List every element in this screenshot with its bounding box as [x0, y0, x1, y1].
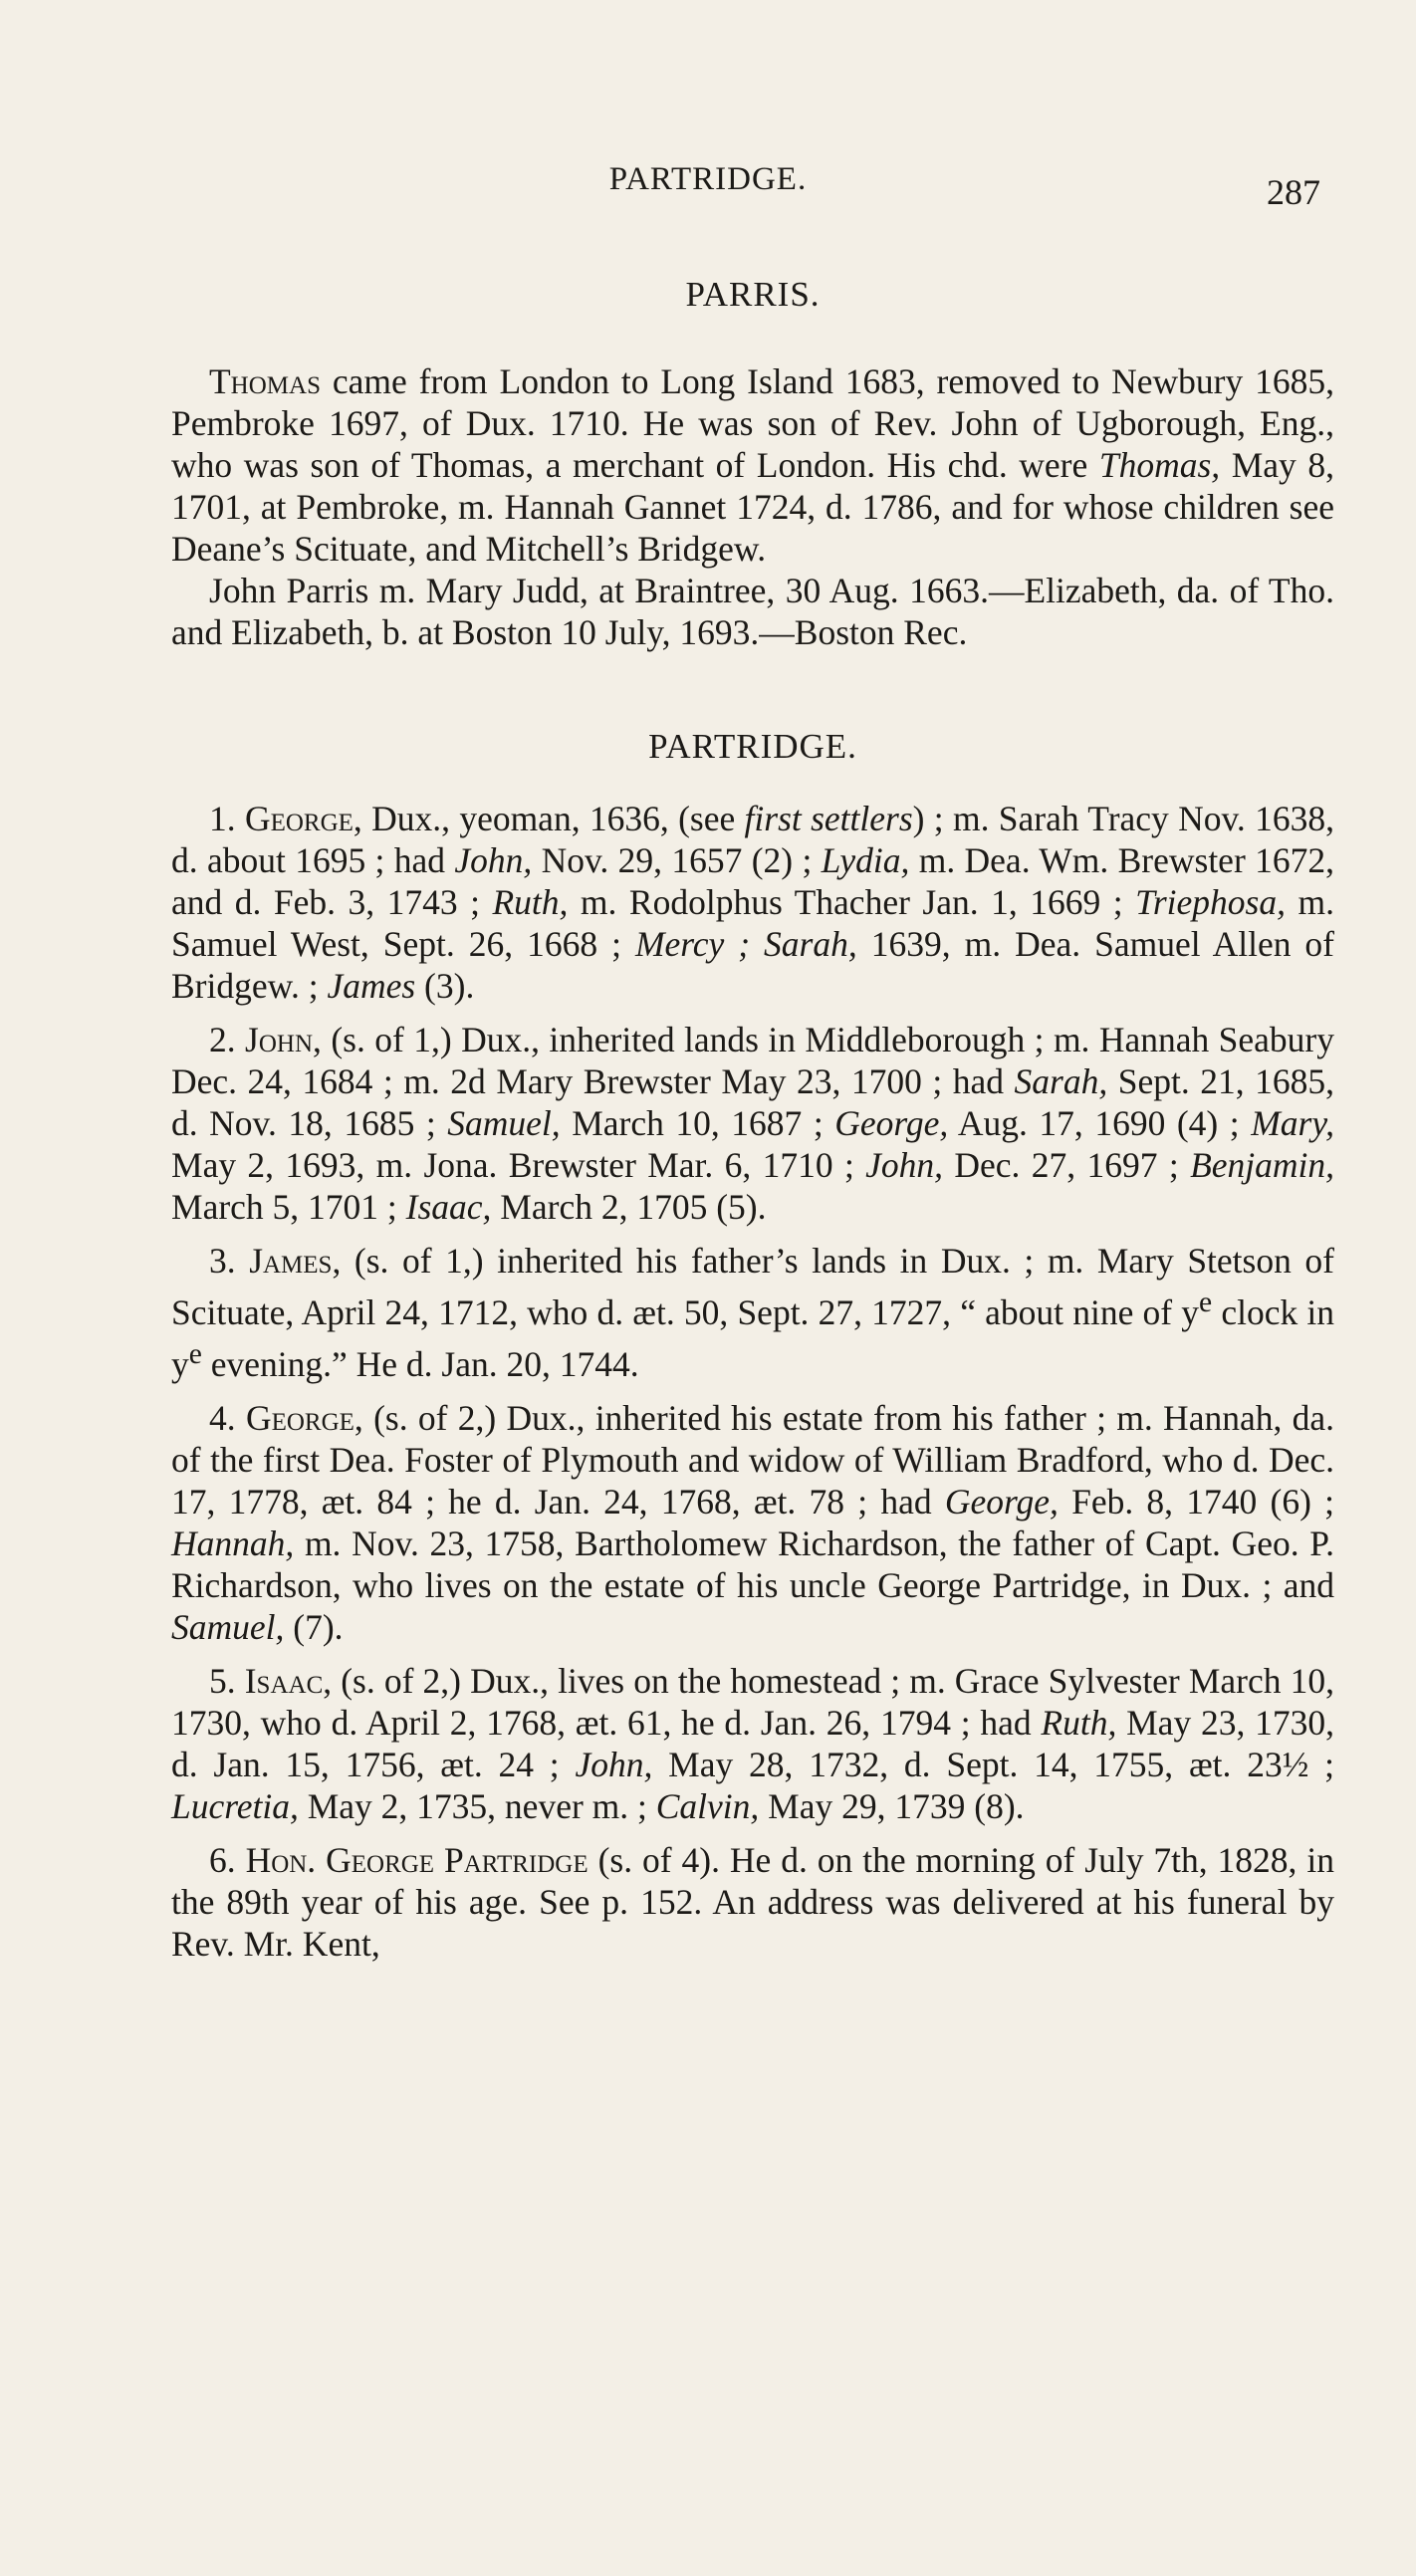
partridge-entry-4: 4. George, (s. of 2,) Dux., inherited his estate from his father ; m. Hannah, da. of the first Dea. Foster of Plymouth and widow of William Bradford, who d. Dec. 17, 1778, æt. 84 ; he d. Jan. 24, 1768, æt. 78 ; had George, Feb. 8, 1740 (6) ; Hannah, m. Nov. 23, 1758, Bartholomew Richardson, the father of Capt. Geo. P. Richardson, who lives on the estate of his uncle George Partridge, in Dux. ; and Samuel, (7).: [171, 1397, 1335, 1647]
person-name: Isaac,: [244, 1660, 333, 1701]
page-number: 287: [1267, 172, 1320, 212]
page-content: [171, 274, 1334, 1977]
person-name: George,: [245, 1397, 363, 1438]
partridge-entry-5: 5. Isaac, (s. of 2,) Dux., lives on the homestead ; m. Grace Sylvester March 10, 1730, who d. April 2, 1768, æt. 61, he d. Jan. 26, 1794 ; had Ruth, May 23, 1730, d. Jan. 15, 1756, æt. 24 ; John, May 28, 1732, d. Sept. 14, 1755, æt. 23½ ; Lucretia, May 2, 1735, never m. ; Calvin, May 29, 1739 (8).: [171, 1660, 1334, 1826]
person-name: Hon. George Partridge: [245, 1839, 589, 1880]
running-head: PARTRIDGE.: [608, 161, 808, 197]
section-heading-partridge: PARTRIDGE.: [648, 727, 857, 766]
partridge-entry-6: 6. Hon. George Partridge (s. of 4). He d. on the morning of July 7th, 1828, in the 89th year of his age. See p. 152. An address was delivered at his funeral by Rev. Mr. Kent,: [171, 1839, 1334, 1964]
parris-paragraph-1: Thomas came from London to Long Island 1683, removed to Newbury 1685, Pembroke 1697, of Dux. 1710. He was son of Rev. John of Ugborough, Eng., who was son of Thomas, a merchant of London. His chd. were Thomas, May 8, 1701, at Pembroke, m. Hannah Gannet 1724, d. 1786, and for whose children see Deane’s Scituate, and Mitchell’s Bridgew.: [171, 361, 1334, 569]
partridge-entry-2: 2. John, (s. of 1,) Dux., inherited lands in Middleborough ; m. Hannah Seabury Dec. 24, 1684 ; m. 2d Mary Brewster May 23, 1700 ; had Sarah, Sept. 21, 1685, d. Nov. 18, 1685 ; Samuel, March 10, 1687 ; George, Aug. 17, 1690 (4) ; Mary, May 2, 1693, m. Jona. Brewster Mar. 6, 1710 ; John, Dec. 27, 1697 ; Benjamin, March 5, 1701 ; Isaac, March 2, 1705 (5).: [171, 1020, 1335, 1227]
person-name: George,: [244, 799, 362, 838]
person-name: Thomas: [209, 361, 321, 401]
partridge-entry-3: 3. James, (s. of 1,) inherited his father’s lands in Dux. ; m. Mary Stetson of Scituate, April 24, 1712, who d. æt. 50, Sept. 27, 1727, “ about nine of $y^e$ clock in $y^e$ evening.” He d. Jan. 20, 1744.: [171, 1241, 1335, 1384]
section-heading-parris: PARRIS.: [685, 275, 821, 314]
person-name: James,: [249, 1241, 342, 1281]
person-name: John,: [245, 1020, 322, 1059]
parris-paragraph-2: John Parris m. Mary Judd, at Braintree, 30 Aug. 1663.—Elizabeth, da. of Tho. and Elizabeth, b. at Boston 10 July, 1693.—Boston Rec.: [171, 571, 1334, 652]
partridge-entry-1: 1. George, Dux., yeoman, 1636, (see first settlers) ; m. Sarah Tracy Nov. 1638, d. about 1695 ; had John, Nov. 29, 1657 (2) ; Lydia, m. Dea. Wm. Brewster 1672, and d. Feb. 3, 1743 ; Ruth, m. Rodolphus Thacher Jan. 1, 1669 ; Triephosa, m. Samuel West, Sept. 26, 1668 ; Mercy ; Sarah, 1639, m. Dea. Samuel Allen of Bridgew. ; James (3).: [171, 799, 1335, 1006]
